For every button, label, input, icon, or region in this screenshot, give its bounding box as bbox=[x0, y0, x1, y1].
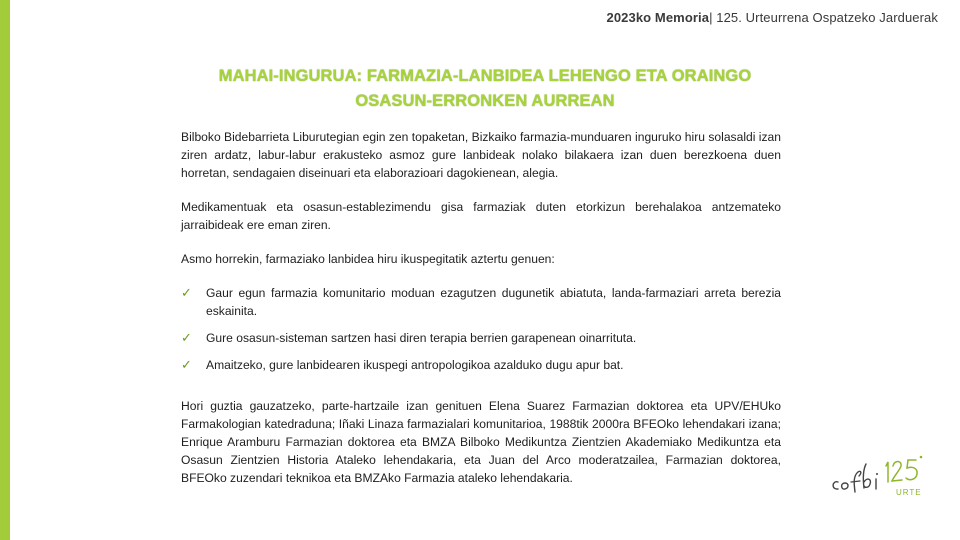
paragraph-intro: Bilboko Bidebarrieta Liburutegian egin zen topaketan, Bizkaiko farmazia-munduaren inguruko hiru solasaldi izan ziren ardatz, labur-labur erakusteko asmoz gure lanbideak nolako bilakaera izan duen berezkoena duen horretan, sendagaien diseinuari eta elaborazioari dagokienean, alegia. bbox=[181, 130, 781, 180]
checkmark-icon: ✓ bbox=[181, 357, 192, 372]
header-separator: | bbox=[709, 10, 713, 25]
page-header bbox=[607, 10, 939, 25]
logo-script bbox=[833, 464, 878, 492]
title-line-2: OSASUN-ERRONKEN AURREAN bbox=[355, 92, 615, 110]
list-item bbox=[181, 356, 781, 374]
paragraph-medikamentuak: Medikamentuak eta osasun-establezimendu gisa farmaziak duten etorkizun berehalakoa antzemateko jarraibideak ere eman ziren. bbox=[181, 200, 781, 232]
logo-label: URTE bbox=[896, 488, 922, 497]
list-item-text: Gaur egun farmazia komunitario moduan ezagutzen dugunetik abiatuta, landa-farmaziari arreta berezia eskainita. bbox=[206, 286, 781, 318]
list-item bbox=[181, 329, 781, 347]
left-accent-bar bbox=[0, 0, 10, 540]
list-item-text: Gure osasun-sisteman sartzen hasi diren terapia berrien garapenean oinarrituta. bbox=[206, 331, 637, 345]
checkmark-icon: ✓ bbox=[181, 330, 192, 345]
page-title bbox=[180, 64, 790, 114]
list-item bbox=[181, 284, 781, 320]
main-content bbox=[181, 128, 781, 503]
list-item-text: Amaitzeko, gure lanbidearen ikuspegi antropologikoa azalduko dugu apur bat. bbox=[206, 358, 624, 372]
header-memoria: 2023ko Memoria bbox=[606, 10, 710, 25]
checkmark-icon: ✓ bbox=[181, 285, 192, 300]
paragraph-asmo: Asmo horrekin, farmaziako lanbidea hiru ikuspegitatik aztertu genuen: bbox=[181, 252, 555, 266]
paragraph-participants: Hori guztia gauzatzeko, parte-hartzaile izan genituen Elena Suarez Farmazian doktorea eta UPV/EHUko Farmakologian katedraduna; Iñaki Linaza farmazialari komunitarioa, 1988tik 2000ra BFEOko lehendakari izana; Enrique Aramburu Farmazian doktorea eta BMZA Bilboko Medikuntza Zientzien Akademiako Medikuntza eta Osasun Zientzien Historia Ataleko lehendakaria, eta Juan del Arco moderatzailea, Farmazian doktorea, BFEOko zuzendari teknikoa eta BMZAko Farmazia ataleko lehendakaria. bbox=[181, 399, 781, 485]
logo-number bbox=[886, 456, 922, 482]
cofbi-125-logo bbox=[828, 448, 938, 508]
header-subtitle: 125. Urteurrena Ospatzeko Jarduerak bbox=[712, 10, 938, 25]
title-line-1: MAHAI-INGURUA: FARMAZIA-LANBIDEA LEHENGO ETA ORAINGO bbox=[218, 67, 752, 85]
perspective-list bbox=[181, 284, 781, 374]
